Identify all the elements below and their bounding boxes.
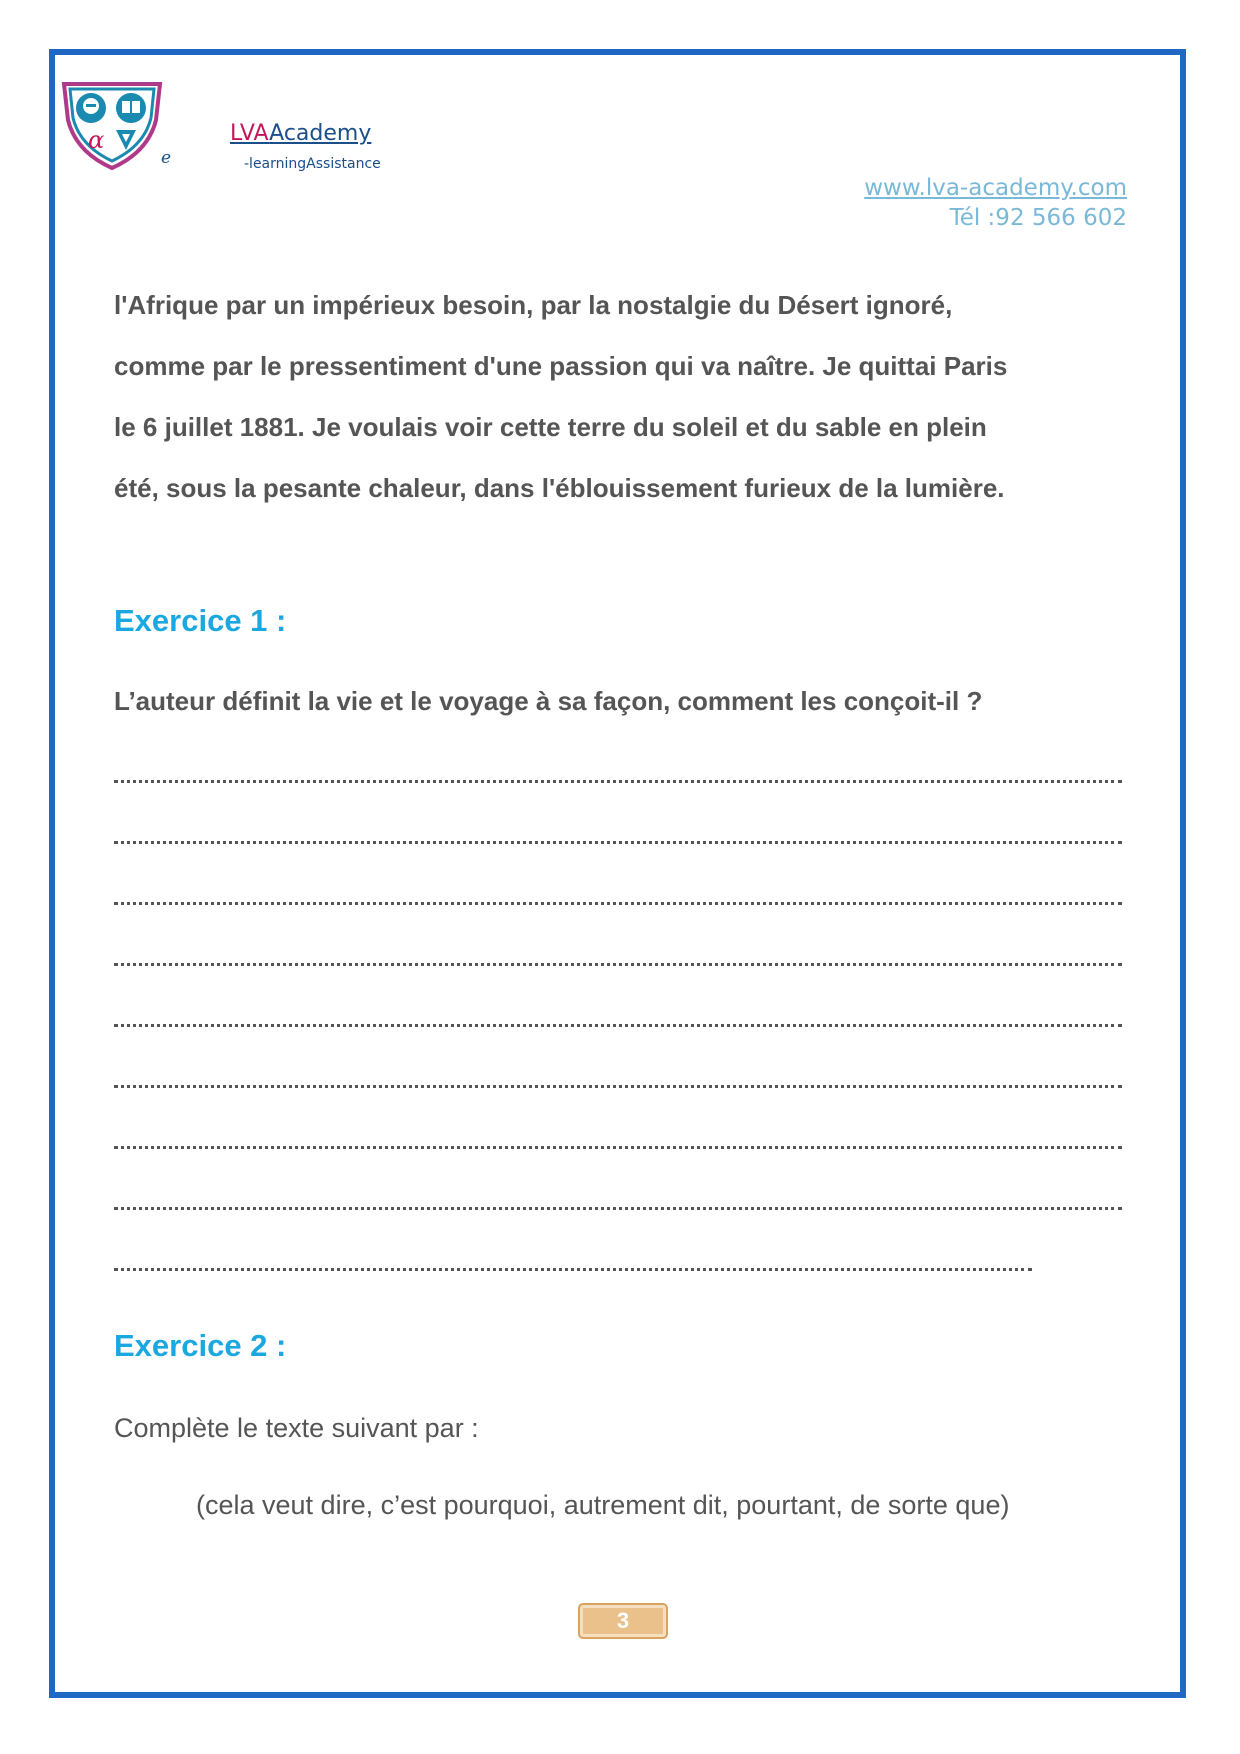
passage-line: le 6 juillet 1881. Je voulais voir cette terre du soleil et du sable en plein xyxy=(114,412,987,442)
svg-text:α: α xyxy=(88,126,105,154)
answer-line[interactable] xyxy=(114,821,1129,882)
passage-line: l'Afrique par un impérieux besoin, par la nostalgie du Désert ignoré, xyxy=(114,290,953,320)
answer-line[interactable] xyxy=(114,943,1129,1004)
answer-line[interactable] xyxy=(114,1187,1129,1248)
answer-line[interactable] xyxy=(114,760,1129,821)
answer-line[interactable] xyxy=(114,1065,1129,1126)
answer-line[interactable] xyxy=(114,882,1129,943)
logo-e-mark: e xyxy=(161,148,172,168)
answer-lines xyxy=(114,760,1129,1309)
brand-lva: LVA xyxy=(230,121,270,146)
exercise-2-instruction: Complète le texte suivant par : xyxy=(114,1413,479,1443)
exercise-2-choices: (cela veut dire, c’est pourquoi, autrement dit, pourtant, de sorte que) xyxy=(196,1490,1010,1520)
answer-line[interactable] xyxy=(114,1248,1129,1309)
exercise-1-question: L’auteur définit la vie et le voyage à sa façon, comment les conçoit-il ? xyxy=(114,686,983,716)
page-number-badge: 3 xyxy=(578,1603,668,1639)
website-link[interactable]: www.lva-academy.com xyxy=(864,175,1127,201)
exercise-2-title: Exercice 2 : xyxy=(114,1328,287,1363)
exercise-1-title: Exercice 1 : xyxy=(114,603,287,638)
passage-line: comme par le pressentiment d'une passion qui va naître. Je quittai Paris xyxy=(114,351,1008,381)
brand-academy: Academy xyxy=(269,121,372,146)
academy-shield-logo xyxy=(58,80,166,172)
passage xyxy=(114,275,1124,519)
brand-name xyxy=(230,121,371,147)
passage-line: été, sous la pesante chaleur, dans l'éblouissement furieux de la lumière. xyxy=(114,473,1005,503)
brand-tagline: -learningAssistance xyxy=(244,156,381,172)
phone-number: Tél :92 566 602 xyxy=(949,205,1127,231)
answer-line[interactable] xyxy=(114,1004,1129,1065)
answer-line[interactable] xyxy=(114,1126,1129,1187)
